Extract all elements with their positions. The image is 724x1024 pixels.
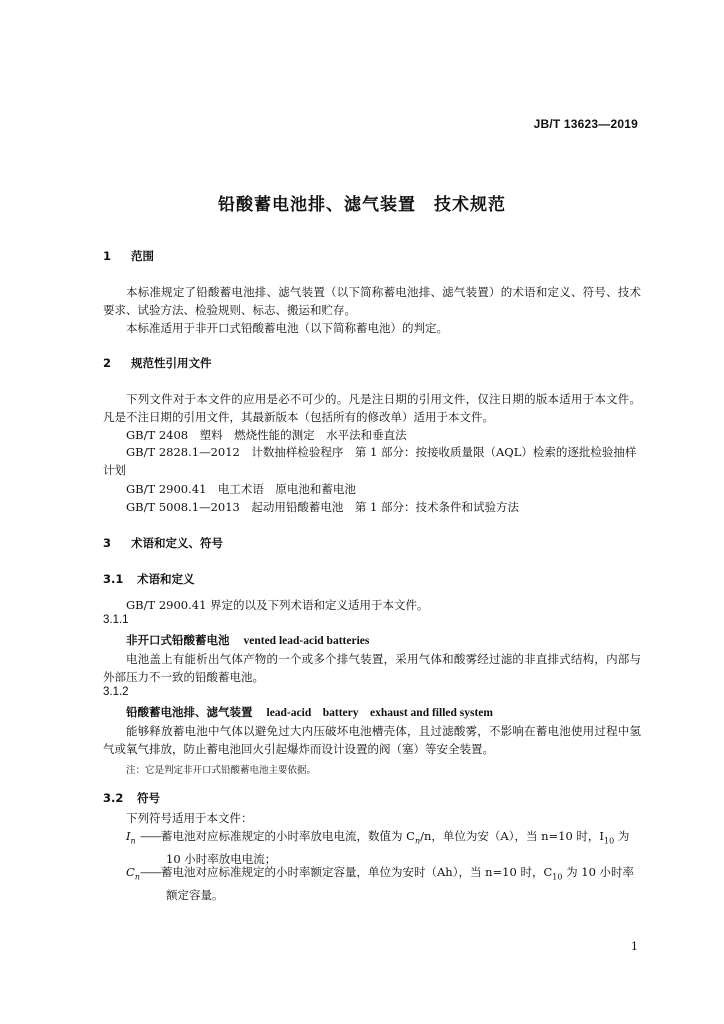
section-title: 符号: [137, 791, 161, 805]
section-1-paragraph-2: 本标准适用于非开口式铅酸蓄电池（以下简称蓄电池）的判定。: [126, 321, 448, 335]
symbol-definition: $C_n——$蓄电池对应标准规定的小时率额定容量，单位为安时（Ah），当 n=10 时，$C_{10}$ 为 10 小时率 额定容量。: [126, 863, 641, 904]
section-number: 3.2: [103, 791, 124, 805]
section-1-heading: [103, 248, 154, 264]
symbol-continuation: 额定容量。: [166, 888, 224, 903]
section-3-1-intro: GB/T 2900.41 界定的以及下列术语和定义适用于本文件。: [126, 598, 429, 612]
symbol-definition: $I_n$ ——蓄电池对应标准规定的小时率放电电流，数值为 $C_n/n$，单位为安（A），当 n=10 时，$I_{10}$ 为 10 小时率放电电流；: [126, 827, 641, 868]
note: 注：它是判定非开口式铅酸蓄电池主要依据。: [126, 765, 317, 776]
document-title: 铅酸蓄电池排、滤气装置 技术规范: [218, 195, 506, 215]
term-zh: 铅酸蓄电池排、滤气装置: [126, 705, 253, 719]
section-title: 规范性引用文件: [131, 356, 212, 370]
term-definition: 能够释放蓄电池中气体以避免过大内压破坏电池槽壳体，且过滤酸雾，不影响在蓄电池使用过程中氢气或氧气排放，防止蓄电池回火引起爆炸而设计设置的阀（塞）等安全装置。: [103, 724, 641, 756]
section-title: 范围: [131, 249, 155, 263]
term-number: 3.1.2: [103, 686, 129, 698]
standard-code: JB/T 13623—2019: [533, 117, 638, 131]
section-title: 术语和定义: [137, 572, 195, 586]
section-3-2-heading: [103, 790, 160, 806]
section-2-heading: [103, 355, 212, 371]
term-heading: [126, 632, 369, 648]
section-number: 3.1: [103, 572, 124, 586]
term-en: vented lead-acid batteries: [243, 635, 370, 647]
term-zh: 非开口式铅酸蓄电池: [126, 633, 230, 647]
section-title: 术语和定义、符号: [131, 536, 224, 550]
reference-item: GB/T 2828.1—2012 计数抽样检验程序 第 1 部分：按接收质量限（AQL）检索的逐批检验抽样计划: [103, 445, 637, 477]
page-number: 1: [631, 940, 638, 953]
reference-item: GB/T 5008.1—2013 起动用铅酸蓄电池 第 1 部分：技术条件和试验方法: [126, 500, 519, 514]
section-3-heading: [103, 535, 223, 551]
term-definition: 电池盖上有能析出气体产物的一个或多个排气装置，采用气体和酸雾经过滤的非直排式结构，内部与外部压力不一致的铅酸蓄电池。: [103, 652, 641, 684]
symbol: $C_n$: [126, 865, 140, 882]
reference-item: GB/T 2900.41 电工术语 原电池和蓄电池: [126, 482, 356, 496]
symbol-continuation: 10 小时率放电电流；: [166, 852, 277, 867]
term-number: 3.1.1: [103, 614, 129, 626]
section-number: 3: [103, 536, 112, 550]
symbol: $I_n$: [126, 829, 136, 846]
section-3-2-intro: 下列符号适用于本文件：: [126, 811, 253, 825]
section-2-intro: 下列文件对于本文件的应用是必不可少的。凡是注日期的引用文件，仅注日期的版本适用于本文件。凡是不注日期的引用文件，其最新版本（包括所有的修改单）适用于本文件。: [103, 392, 641, 424]
section-1-paragraph-1: 本标准规定了铅酸蓄电池排、滤气装置（以下简称蓄电池排、滤气装置）的术语和定义、符号、技术要求、试验方法、检验规则、标志、搬运和贮存。: [103, 285, 641, 317]
section-number: 1: [103, 249, 112, 263]
reference-item: GB/T 2408 塑料 燃烧性能的测定 水平法和垂直法: [126, 428, 407, 442]
section-3-1-heading: [103, 571, 195, 587]
term-en: lead-acid battery exhaust and filled system: [266, 707, 493, 719]
term-heading: [126, 704, 493, 720]
section-number: 2: [103, 356, 112, 370]
